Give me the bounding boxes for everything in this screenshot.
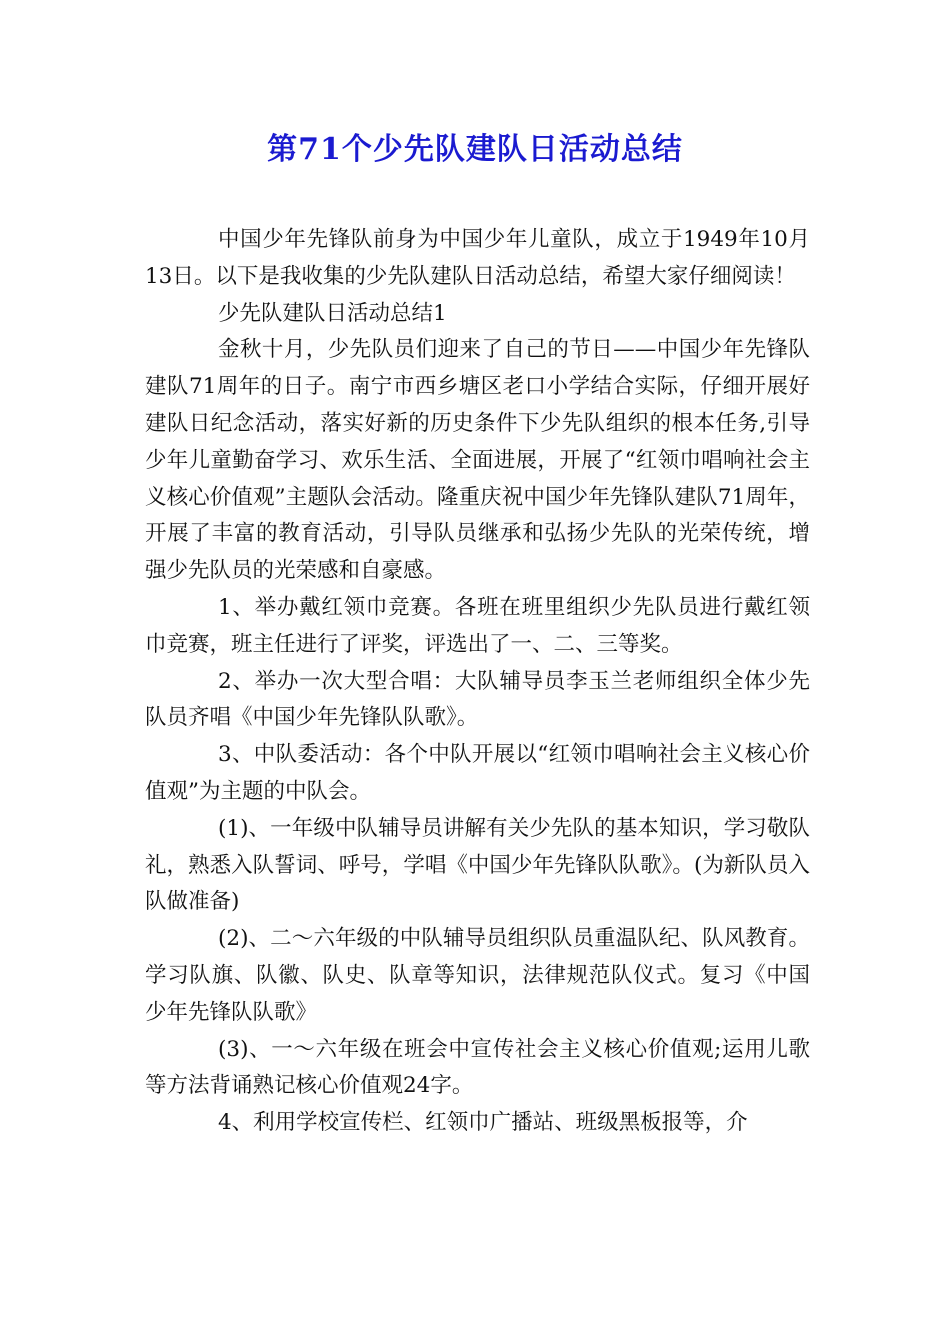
list-item: 2、举办一次大型合唱：大队辅导员李玉兰老师组织全体少先队员齐唱《中国少年先锋队队歌》。: [145, 668, 810, 731]
paragraph: 金秋十月，少先队员们迎来了自己的节日——中国少年先锋队建队71周年的日子。南宁市西乡塘区老口小学结合实际，仔细开展好建队日纪念活动，落实好新的历史条件下少先队组织的根本任务,引导少年儿童勤奋学习、欢乐生活、全面进展，开展了“红领巾唱响社会主义核心价值观”主题队会活动。隆重庆祝中国少年先锋队建队71周年，开展了丰富的教育活动，引导队员继承和弘扬少先队的光荣传统，增强少先队员的光荣感和自豪感。: [145, 337, 810, 584]
paragraph-intro: 中国少年先锋队前身为中国少年儿童队，成立于1949年10月13日。以下是我收集的少先队建队日活动总结，希望大家仔细阅读！: [145, 227, 810, 289]
document-body: [145, 222, 810, 1142]
sub-list-item: (2)、二～六年级的中队辅导员组织队员重温队纪、队风教育。学习队旗、队徽、队史、队章等知识，法律规范队仪式。复习《中国少年先锋队队歌》: [145, 926, 810, 1025]
sub-list-item: (1)、一年级中队辅导员讲解有关少先队的基本知识，学习敬队礼，熟悉入队誓词、呼号，学唱《中国少年先锋队队歌》。(为新队员入队做准备): [145, 815, 810, 915]
list-item: 3、中队委活动：各个中队开展以“红领巾唱响社会主义核心价值观”为主题的中队会。: [145, 742, 810, 804]
sub-list-item: (3)、一～六年级在班会中宣传社会主义核心价值观;运用儿歌等方法背诵熟记核心价值观24字。: [145, 1036, 810, 1099]
section-heading: 少先队建队日活动总结1: [218, 300, 447, 326]
document-title: 第71个少先队建队日活动总结: [267, 132, 683, 167]
list-item: 1、举办戴红领巾竞赛。各班在班里组织少先队员进行戴红领巾竞赛，班主任进行了评奖，评选出了一、二、三等奖。: [145, 594, 810, 657]
list-item: 4、利用学校宣传栏、红领巾广播站、班级黑板报等，介: [218, 1110, 748, 1136]
